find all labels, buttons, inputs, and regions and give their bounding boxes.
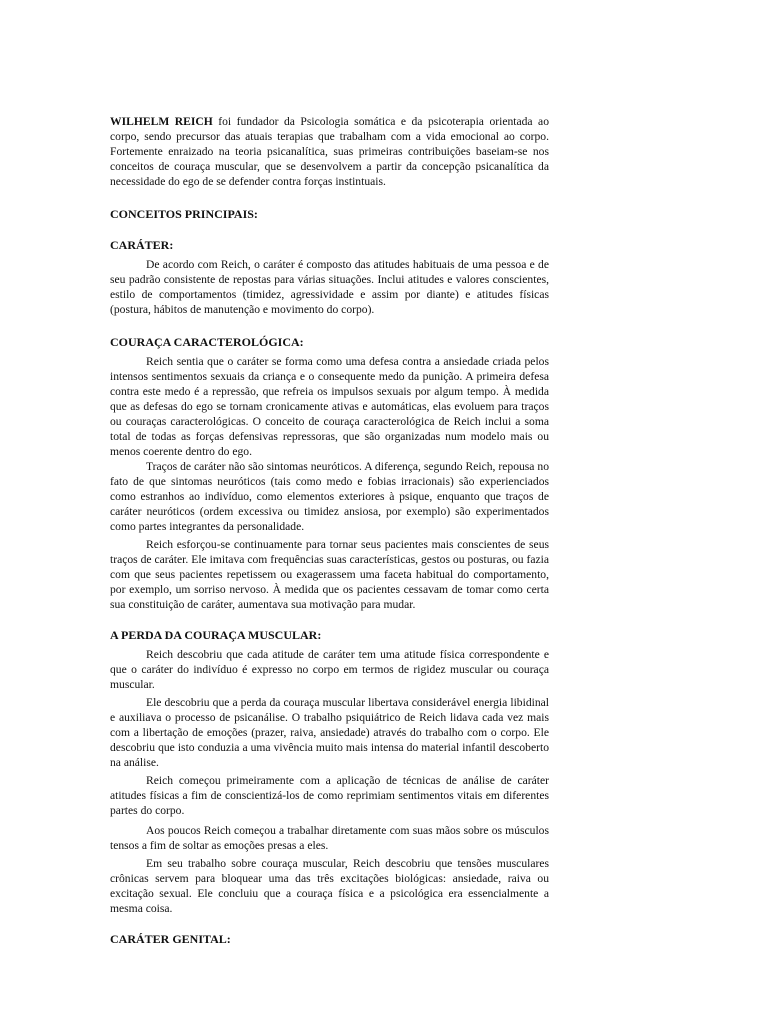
perda-paragraph-2: Ele descobriu que a perda da couraça muscular libertava considerável energia libidinal e auxiliava o processo de psicanálise. O trabalho psiquiátrico de Reich lidava cada vez mais com a libertação de emoções (prazer, raiva, ansiedade) através do trabalho com o corpo. Ele descobriu que isto conduzia a uma vivência muito mais intensa do material infantil descoberto na análise. (110, 696, 549, 769)
document-page (110, 114, 549, 947)
carater-paragraph-1: De acordo com Reich, o caráter é composto das atitudes habituais de uma pessoa e de seu padrão consistente de repostas para várias situações. Inclui atitudes e valores conscientes, estilo de comportamentos (timidez, agressividade e assim por diante) e atitudes físicas (postura, hábitos de manutenção e movimento do corpo). (110, 258, 549, 316)
heading-carater: CARÁTER: (110, 238, 174, 252)
couraca-paragraph-3: Reich esforçou-se continuamente para tornar seus pacientes mais conscientes de seus traços de caráter. Ele imitava com frequências suas características, gestos ou posturas, ou fazia com que seus pacientes repetissem ou exagerassem uma faceta habitual do comportamento, por exemplo, um sorriso nervoso. À medida que os pacientes cessavam de tomar como certa sua constituição de caráter, aumentava sua motivação para mudar. (110, 538, 549, 611)
heading-couraca: COURAÇA CARACTEROLÓGICA: (110, 335, 304, 349)
perda-paragraph-1: Reich descobriu que cada atitude de caráter tem uma atitude física correspondente e que o caráter do indivíduo é expresso no corpo em termos de rigidez muscular ou couraça muscular. (110, 648, 549, 691)
intro-text: foi fundador da Psicologia somática e da psicoterapia orientada ao corpo, sendo precursor das atuais terapias que trabalham com a vida emocional ao corpo. Fortemente enraizado na teoria psicanalítica, suas primeiras contribuições baseiam-se nos conceitos de couraça muscular, que se desenvolvem a partir da concepção psicanalítica da necessidade do ego de se defender contra forças instintuais. (110, 115, 550, 188)
couraca-paragraph-2: Traços de caráter não são sintomas neuróticos. A diferença, segundo Reich, repousa no fato de que sintomas neuróticos (tais como medo e fobias irracionais) são experienciados como estranhos ao indivíduo, como elementos exteriores à psique, enquanto que traços de caráter neuróticos (ordem excessiva ou timidez ansiosa, por exemplo) são experimentados como partes integrantes da personalidade. (110, 460, 549, 533)
heading-genital: CARÁTER GENITAL: (110, 932, 231, 946)
intro-paragraph (110, 114, 549, 189)
perda-paragraph-5: Em seu trabalho sobre couraça muscular, Reich descobriu que tensões musculares crônicas servem para bloquear uma das três excitações biológicas: ansiedade, raiva ou excitação sexual. Ele concluiu que a couraça física e a psicológica era essencialmente a mesma coisa. (110, 857, 549, 915)
couraca-paragraph-1: Reich sentia que o caráter se forma como uma defesa contra a ansiedade criada pelos intensos sentimentos sexuais da criança e o consequente medo da punição. A primeira defesa contra este medo é a repressão, que refreia os impulsos sexuais por algum tempo. À medida que as defesas do ego se tornam cronicamente ativas e automáticas, elas evoluem para traços ou couraças caracterológicas. O conceito de couraça caracterológica de Reich inclui a soma total de todas as forças defensivas repressoras, que são organizadas num modelo mais ou menos coerente dentro do ego. (110, 355, 549, 458)
heading-perda: A PERDA DA COURAÇA MUSCULAR: (110, 628, 322, 642)
perda-paragraph-3: Reich começou primeiramente com a aplicação de técnicas de análise de caráter atitudes físicas a fim de conscientizá-los de como reprimiam sentimentos vitais em diferentes partes do corpo. (110, 774, 549, 817)
heading-conceitos: CONCEITOS PRINCIPAIS: (110, 207, 258, 221)
intro-name: WILHELM REICH (110, 115, 213, 128)
perda-paragraph-4: Aos poucos Reich começou a trabalhar diretamente com suas mãos sobre os músculos tensos a fim de soltar as emoções presas a eles. (110, 824, 549, 852)
